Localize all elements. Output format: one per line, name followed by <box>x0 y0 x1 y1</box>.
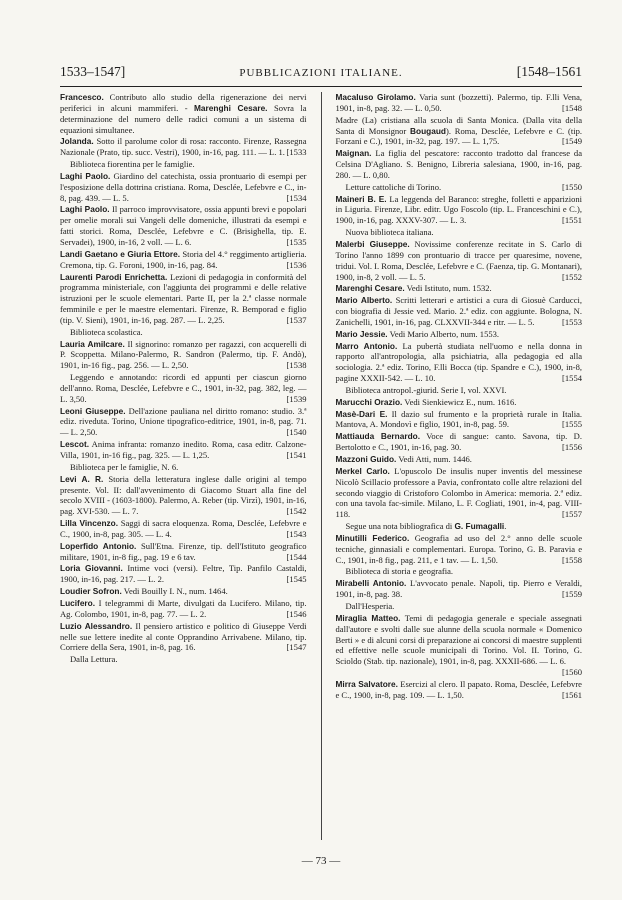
entry-number: [1541 <box>286 450 307 460</box>
bibliography-entry <box>336 194 583 227</box>
bibliography-entry <box>336 397 583 408</box>
entry-note <box>336 521 583 532</box>
entry-number: [1542 <box>286 506 307 517</box>
entry-author: Miraglia Matteo. <box>335 612 401 623</box>
entry-text: Il dazio sul frumento e la proprietà rurale in Italia. Mantova, A. Mondovì e figlio, 1901, in-8, pag. 59. <box>335 408 582 430</box>
entry-text: Esercizi al clero. Il papato. Roma, Desclée, Lefebvre e C., 1900, in-8, pag. 109. — L. 1,50. <box>335 678 582 700</box>
entry-text: Dall'Hesperia. <box>345 600 395 611</box>
entry-text: Temi di pedagogia generale e speciale assegnati dall'autore e svolti dalle sue alunne della scuola normale « Domenico Berti » e di alcuni corsi di preparazione ai concorsi di maestre supplenti ed effettive nelle scuole municipali di Torino. Vol. II. Torino, G. Scioldo (Stab. tip. nazionale), 1901, in-8, pag. XXXII-686. — L. 6. <box>335 612 582 667</box>
bibliography-entry <box>60 518 307 540</box>
bibliography-entry <box>60 563 307 585</box>
bibliography-entry <box>336 466 583 520</box>
entry-author: Marenghi Cesare. <box>335 283 405 294</box>
entry-text: Vedi Mario Alberto, num. 1553. <box>387 328 500 339</box>
entry-note <box>60 654 307 665</box>
bibliography-entry <box>336 431 583 453</box>
bibliography-entry <box>336 613 583 678</box>
entry-number: [1543 <box>286 528 307 539</box>
entry-text: Dalla Lettura. <box>70 654 118 665</box>
bibliography-entry <box>336 533 583 566</box>
entry-text: Biblioteca antropol.-giurid. Serie I, vol. XXVI. <box>345 384 507 395</box>
bibliography-entry <box>60 541 307 563</box>
entry-author-secondary: G. Fumagalli <box>454 521 505 532</box>
entry-number: [1553 <box>562 316 582 327</box>
entry-author: Mirra Salvatore. <box>335 678 398 689</box>
entry-text: La pubertà studiata nell'uomo e nella donna in rapporto all'antropologia, alla psichiatria, alla pedagogia ed alla sociologia. 2.ª ediz. Torino, F.lli Bocca (tip. Spandre e C.), 1900, in-8, pagine XXXII-542. — L. 10. <box>335 340 582 384</box>
entry-text: Biblioteca per le famiglie, N. 6. <box>70 461 179 472</box>
bibliography-entry <box>60 439 307 461</box>
entry-text: Anima infranta: romanzo inedito. Roma, casa editr. Calzone-Villa, 1901, in-16 fig., pag. 325. — L. 1,25. <box>60 439 307 460</box>
entry-note <box>336 227 583 238</box>
left-column <box>60 92 307 840</box>
entry-number: [1538 <box>286 360 307 371</box>
entry-author: Levi A. R. <box>60 473 104 484</box>
entry-note <box>60 327 307 338</box>
entry-author: Francesco. <box>60 92 104 102</box>
entry-text: L'avvocato penale. Napoli, tip. Pierro e Veraldi, 1901, in-8, pag. 38. <box>335 578 582 600</box>
bibliography-entry <box>60 92 307 135</box>
entry-author: Maineri B. E. <box>335 193 387 204</box>
entry-number: [1549 <box>562 136 582 147</box>
entry-author: Mario Jessie. <box>335 328 388 339</box>
entry-author: Luzio Alessandro. <box>60 620 133 631</box>
bibliography-entry <box>60 406 307 439</box>
entry-author: Loudier Sofron. <box>60 586 122 597</box>
entry-text: Biblioteca fiorentina per le famiglie. <box>70 159 195 170</box>
entry-note <box>336 385 583 396</box>
entry-text: Dell'azione pauliana nel diritto romano: studio. 3.ª ediz. riveduta. Torino, Unione tipografico-editrice, 1901, in-8, pag. 71. — L. 2,50. <box>60 405 307 438</box>
entry-text: Saggi di sacra eloquenza. Roma, Desclée, Lefebvre e C., 1900, in-8, pag. 305. — L. 4. <box>60 518 307 539</box>
bibliography-entry <box>336 578 583 600</box>
entry-text: Lezioni di pedagogia in conformità del programma ministeriale, con l'aggiunta dei programmi e delle relative istruzioni per le scuole elementari. Parte II, per la 2.ª classe normale femminile e per le maestre elementari. Firenze, R. Bemporad e figlio (tip. V. Sieni), 1901, in-16, pag. 287. — L. 2,25. <box>60 271 307 325</box>
column-divider <box>321 92 322 840</box>
entry-number: [1550 <box>562 181 582 192</box>
entry-text: L'opuscolo De insulis nuper inventis del messinese Nicolò Scillacio professore a Pavia, confrontato colle altre relazioni del secondo viaggio di Cristoforo Colombo in America: memoria. 2.ª ediz. con una tavola fac-simile. Milano, L. F. Cogliati, 1901, in-4, pag. VIII-118. <box>335 465 582 520</box>
bibliography-entry <box>60 272 307 326</box>
entry-number: [1560 <box>562 667 582 678</box>
bibliography-entry <box>60 474 307 517</box>
entry-text: Storia della letteratura inglese dalle origini al tempo presente. Vol. II: dall'avvenimento di Giacomo Stuart alla fine del secolo XVIII - (1603-1800). Palermo, A. Reber (tip. Virzì), 1901, in-16, pag. XVI-530. — L. 7. <box>60 473 307 517</box>
entry-text: Vedi Sienkiewicz E., num. 1616. <box>402 396 517 407</box>
entry-number: [1559 <box>562 589 582 600</box>
entry-note <box>336 182 583 193</box>
bibliography-entry <box>336 295 583 328</box>
entry-text: Madre (La) cristiana alla scuola di Santa Monica. (Dalla vita della Santa di Monsignor <box>335 114 582 136</box>
entry-text: Vedi Atti, num. 1446. <box>396 454 472 464</box>
entry-text: Scritti letterari e artistici a cura di Giosuè Carducci, con biografia di Jessie ved. Mario. 2.ª ediz. con aggiunte. Bologna, N. Zanichelli, 1901, in-16, pag. CLXXVII-344 e ritr. — L. 5. <box>335 295 582 327</box>
entry-text: Il pensiero artistico e politico di Giuseppe Verdi nelle sue lettere inedite al conte Opprandino Arrivabene. Milano, tip. Corriere della Sera, 1901, in-8, pag. 16. <box>60 620 307 653</box>
entry-author: Lescot. <box>60 439 90 450</box>
bibliography-entry <box>60 204 307 247</box>
entry-number: [1555 <box>562 419 582 430</box>
bibliography-entry <box>60 621 307 654</box>
entry-number: [1558 <box>562 554 582 565</box>
entry-text: Biblioteca scolastica. <box>70 326 143 337</box>
entry-text: Novissime conferenze recitate in S. Carlo di Torino l'anno 1899 con prontuario di tracce per quaresime, novene, tridui. Vol. I. Roma, Desclée, Lefebvre e C. (Faenza, tip. G. Montanari), 1900, in-8, 2 voll. — L. 5. <box>335 238 582 282</box>
bibliography-entry <box>60 372 307 405</box>
bibliography-entry <box>60 586 307 597</box>
entry-text-continued: Sovra la determinazione del numero delle radici comuni a un sistema di equazioni simultanee. <box>60 102 307 135</box>
entry-number: [1539 <box>286 393 307 404</box>
entry-text: Storia del 4.° reggimento artiglieria. Cremona, tip. G. Foroni, 1900, in-16, pag. 84. <box>60 248 307 270</box>
header-rule <box>60 86 582 87</box>
entry-author: Laghi Paolo. <box>60 170 111 181</box>
entry-number: [1548 <box>562 102 582 113</box>
entry-author: Laghi Paolo. <box>60 204 110 215</box>
entry-number: [1536 <box>286 259 307 270</box>
entry-author-secondary: Marenghi Cesare. <box>194 102 268 113</box>
entry-number: [1552 <box>562 271 582 282</box>
bibliography-entry <box>336 92 583 114</box>
bibliography-entry <box>336 454 583 465</box>
bibliography-entry <box>60 598 307 620</box>
header-right-range: [1548–1561 <box>516 64 582 79</box>
entry-author: Leoni Giuseppe. <box>60 405 126 416</box>
entry-number: [1546 <box>286 608 307 619</box>
entry-author: Marucchi Orazio. <box>335 396 403 407</box>
entry-number: [1547 <box>286 642 307 653</box>
bibliography-entry <box>60 171 307 204</box>
bibliography-entry <box>60 339 307 372</box>
entry-author: Merkel Carlo. <box>335 465 390 476</box>
entry-text: Varia sunt (bozzetti). Palermo, tip. F.lli Vena, 1901, in-8, pag. 32. — L. 0,50. <box>335 92 582 113</box>
entry-note <box>336 566 583 577</box>
entry-number: [1545 <box>286 574 307 585</box>
entry-text: I telegrammi di Marte, divulgati da Lucifero. Milano, tip. Ag. Colombo, 1901, in-8, pag. 77. — L. 2. <box>60 597 307 619</box>
entry-number: [1540 <box>286 427 307 438</box>
entry-number: [1533 <box>286 147 307 158</box>
bibliography-entry <box>336 239 583 282</box>
entry-author: Malerbi Giuseppe. <box>335 238 410 249</box>
entry-author: Lilla Vincenzo. <box>60 518 119 529</box>
bibliography-entry <box>336 341 583 384</box>
entry-note <box>60 462 307 473</box>
entry-author: Masè-Dari E. <box>335 408 388 419</box>
entry-text-continued: ). Roma, Desclée, Lefebvre e C. (tip. Forzani e C.), 1901, in-32, pag. 197. — L. 1,75. <box>335 125 582 147</box>
entry-author: Loria Giovanni. <box>60 563 123 574</box>
entry-text: Vedi Istituto, num. 1532. <box>404 283 492 294</box>
entry-text: La leggenda del Baranco: streghe, folletti e apparizioni in Liguria. Firenze, Libr. editr. Ugo Foscolo (tip. L. Franceschini e C.), 1900, in-16, pag. XXXV-307. — L. 3. <box>335 193 583 226</box>
entry-number: [1554 <box>562 373 582 384</box>
entry-text: Sotto il parolume color di rosa: racconto. Firenze, Rassegna Nazionale (Prato, tip. succ. Vestri), 1900, in-16, pag. 111. — L. 1. <box>60 136 307 158</box>
entry-note <box>60 159 307 170</box>
entry-author: Lucifero. <box>60 597 96 608</box>
entry-number: [1534 <box>286 192 307 203</box>
entry-author: Minutilli Federico. <box>335 532 410 543</box>
entry-text: Contributo allo studio della rigenerazione dei nervi periferici in alcuni mammiferi. - <box>60 92 307 113</box>
right-column <box>336 92 583 840</box>
entry-text: Il parroco improvvisatore, ossia appunti brevi e popolari per omelie morali sui Vangeli delle domeniche, illustrati da esempi e fatti storici. Roma, Desclée, Lefebvre e C. (Brisighella, tip. E. Servadei), 1900, in-16, 2 voll. — L. 6. <box>60 204 307 247</box>
entry-text: Nuova biblioteca italiana. <box>345 227 434 238</box>
entry-author: Laurenti Parodi Enrichetta. <box>60 271 168 282</box>
bibliography-entry <box>336 148 583 181</box>
entry-number: [1537 <box>286 314 307 325</box>
bibliography-entry <box>336 679 583 701</box>
page-header <box>60 64 582 84</box>
entry-text: Sull'Etna. Firenze, tip. dell'Istituto geografico militare, 1901, in-8 fig., pag. 19 e 6 tav. <box>60 540 307 562</box>
entry-number: [1556 <box>562 442 582 453</box>
entry-author: Marro Antonio. <box>335 340 398 351</box>
entry-text: Il signorino: romanzo per ragazzi, con acquerelli di P. Scoppetta. Milano-Palermo, R. Sandron (Palermo, tip. F. Andò), 1901, in-16 fig., pag. 256. — L. 2,50. <box>60 338 307 371</box>
bibliography-entry <box>60 249 307 271</box>
entry-note <box>336 601 583 612</box>
entry-text-continued: . <box>504 521 507 532</box>
entry-author: Landi Gaetano e Giuria Ettore. <box>60 248 181 259</box>
entry-author: Mirabelli Antonio. <box>335 578 407 589</box>
entry-author: Loperfido Antonio. <box>60 540 137 551</box>
bibliography-entry <box>336 329 583 340</box>
entry-number: [1535 <box>286 236 307 247</box>
entry-author: Mazzoni Guido. <box>335 454 397 464</box>
entry-text: La figlia del pescatore: racconto tradotto dal francese da Celsina D'Agliano. S. Benigno, Libreria salesiana, 1900, in-16, pag. 280. — L. 0,80. <box>335 148 582 180</box>
entry-text: Letture cattoliche di Torino. <box>345 181 442 192</box>
entry-number: [1544 <box>286 551 307 562</box>
bibliography-entry <box>336 115 583 148</box>
entry-author: Jolanda. <box>60 136 94 147</box>
columns <box>60 92 582 840</box>
entry-number: [1557 <box>562 509 582 520</box>
entry-author: Maignan. <box>335 148 372 159</box>
entry-text: Giardino del catechista, ossia prontuario di esempi per l'esposizione della dottrina cristiana. Roma, Desclée, Lefebvre e C., in-8, pag. 439. — L. 5. <box>60 170 307 203</box>
entry-text: Voce di sangue: canto. Savona, tip. D. Bertolotto e C., 1901, in-16, pag. 30. <box>335 431 582 453</box>
entry-text: Segue una nota bibliografica di <box>345 521 455 532</box>
entry-author: Lauria Amilcare. <box>60 338 125 349</box>
header-left-range: 1533–1547] <box>60 64 126 79</box>
entry-text: Geografia ad uso del 2.° anno delle scuole tecniche, ginnasiali e complementari. Europa. Torino, G. B. Paravia e C., 1901, in-8 fig., pag. 211, e 1 tav. — L. 1,50. <box>335 532 583 565</box>
bibliography-entry <box>336 283 583 294</box>
entry-text: Biblioteca di storia e geografia. <box>345 566 454 577</box>
bibliography-entry <box>336 409 583 431</box>
bibliography-entry <box>60 136 307 158</box>
entry-text: Vedi Bouilly I. N., num. 1464. <box>121 586 228 597</box>
entry-text: Leggendo e annotando: ricordi ed appunti per ciascun giorno dell'anno. Roma, Desclée, Lefebvre e C., 1901, in-32, pag. 382, leg. — L. 3,50. <box>60 372 307 404</box>
entry-author: Mario Alberto. <box>335 295 393 306</box>
entry-author: Mattiauda Bernardo. <box>335 431 421 442</box>
entry-author: Macaluso Girolamo. <box>335 92 416 102</box>
entry-number: [1551 <box>562 215 582 226</box>
entry-number: [1561 <box>562 689 582 700</box>
header-title: PUBBLICAZIONI ITALIANE. <box>239 67 403 79</box>
entry-author-secondary: Bougaud <box>410 125 446 136</box>
entry-text: Intime voci (versi). Feltre, Tip. Panfilo Castaldi, 1900, in-16, pag. 217. — L. 2. <box>60 563 307 585</box>
page-number: — 73 — <box>301 855 341 867</box>
